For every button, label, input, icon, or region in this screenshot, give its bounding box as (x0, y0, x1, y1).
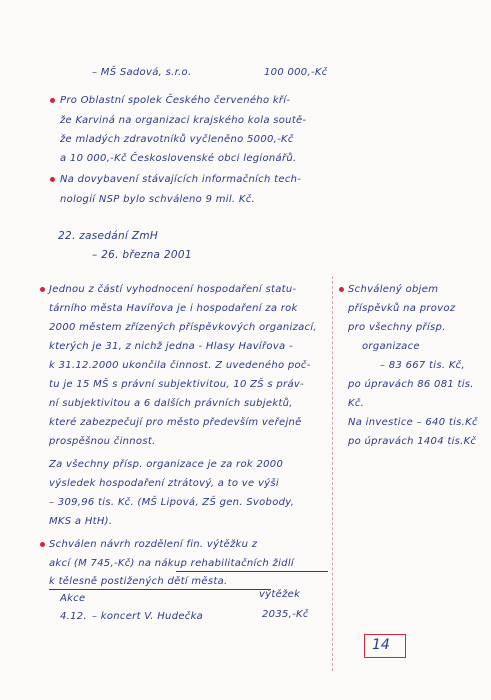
text-line: prospěšnou činnost. (49, 436, 156, 447)
text-line: tu je 15 MŠ s právní subjektivitou, 10 ZŠ s práv- (49, 379, 305, 390)
side-note-line: příspěvků na provoz (348, 303, 456, 314)
session-date: – 26. března 2001 (92, 249, 192, 261)
underline-mark (176, 571, 328, 572)
text-line: ní subjektivitou a 6 dalších právních subjektů, (49, 398, 293, 409)
side-note-line: Kč. (348, 398, 365, 409)
session-title: 22. zasedání ZmH (58, 230, 159, 242)
bullet-marker (339, 287, 344, 292)
bullet-marker (50, 98, 55, 103)
bullet-marker (40, 287, 45, 292)
text-line: Jednou z částí vyhodnocení hospodaření statu- (49, 284, 297, 295)
entry-name: – MŠ Sadová, s.r.o. (92, 67, 192, 78)
bullet-marker (40, 542, 45, 547)
table-cell-amount: 2035,-Kč (262, 609, 309, 620)
table-header-event: Akce (60, 593, 86, 604)
side-note-line: po úpravách 86 081 tis. (348, 379, 474, 390)
text-line: Za všechny přísp. organizace je za rok 2000 (49, 459, 284, 470)
table-cell-date: 4.12. (60, 611, 87, 622)
side-note-line: po úpravách 1404 tis.Kč (348, 436, 477, 447)
text-line: akcí (M 745,-Kč) na nákup rehabilitačních židlí (49, 558, 294, 569)
side-note-line: – 83 667 tis. Kč, (380, 360, 465, 371)
text-line: 2000 městem zřízených příspěvkových organizací, (49, 322, 317, 333)
text-line: k tělesně postižených dětí města. (49, 576, 228, 587)
side-note-line: Schválený objem (348, 284, 439, 295)
text-line: Pro Oblastní spolek Českého červeného kří- (60, 95, 291, 106)
side-note-line: pro všechny přísp. (348, 322, 446, 333)
entry-amount: 100 000,-Kč (264, 67, 328, 78)
text-line: nologií NSP bylo schváleno 9 mil. Kč. (60, 194, 256, 205)
text-line: tárního města Havířova je i hospodaření za rok (49, 303, 298, 314)
text-line: kterých je 31, z nichž jedna - Hlasy Havířova - (49, 341, 293, 352)
table-header-amount: výtěžek (259, 589, 301, 600)
side-note-line: Na investice – 640 tis.Kč (348, 417, 478, 428)
text-line: které zabezpečují pro město především veřejně (49, 417, 302, 428)
column-divider (332, 276, 333, 671)
text-line: že mladých zdravotníků vyčleněno 5000,-Kč (60, 134, 294, 145)
side-note-line: organizace (362, 341, 420, 352)
text-line: že Karviná na organizaci krajského kola soutě- (60, 115, 307, 126)
table-cell-event: – koncert V. Hudečka (92, 611, 204, 622)
text-line: k 31.12.2000 ukončila činnost. Z uvedeného poč- (49, 360, 311, 371)
page-number: 14 (372, 637, 390, 653)
text-line: a 10 000,-Kč Československé obci legionářů. (60, 153, 297, 164)
bullet-marker (50, 177, 55, 182)
text-line: MKS a HtH). (49, 516, 113, 527)
text-line: – 309,96 tis. Kč. (MŠ Lipová, ZŠ gen. Svobody, (49, 497, 295, 508)
text-line: Na dovybavení stávajících informačních tech- (60, 174, 302, 185)
text-line: výsledek hospodaření ztrátový, a to ve výši (49, 478, 279, 489)
text-line: Schválen návrh rozdělení fin. výtěžku z (49, 539, 258, 550)
underline-mark (49, 589, 271, 590)
